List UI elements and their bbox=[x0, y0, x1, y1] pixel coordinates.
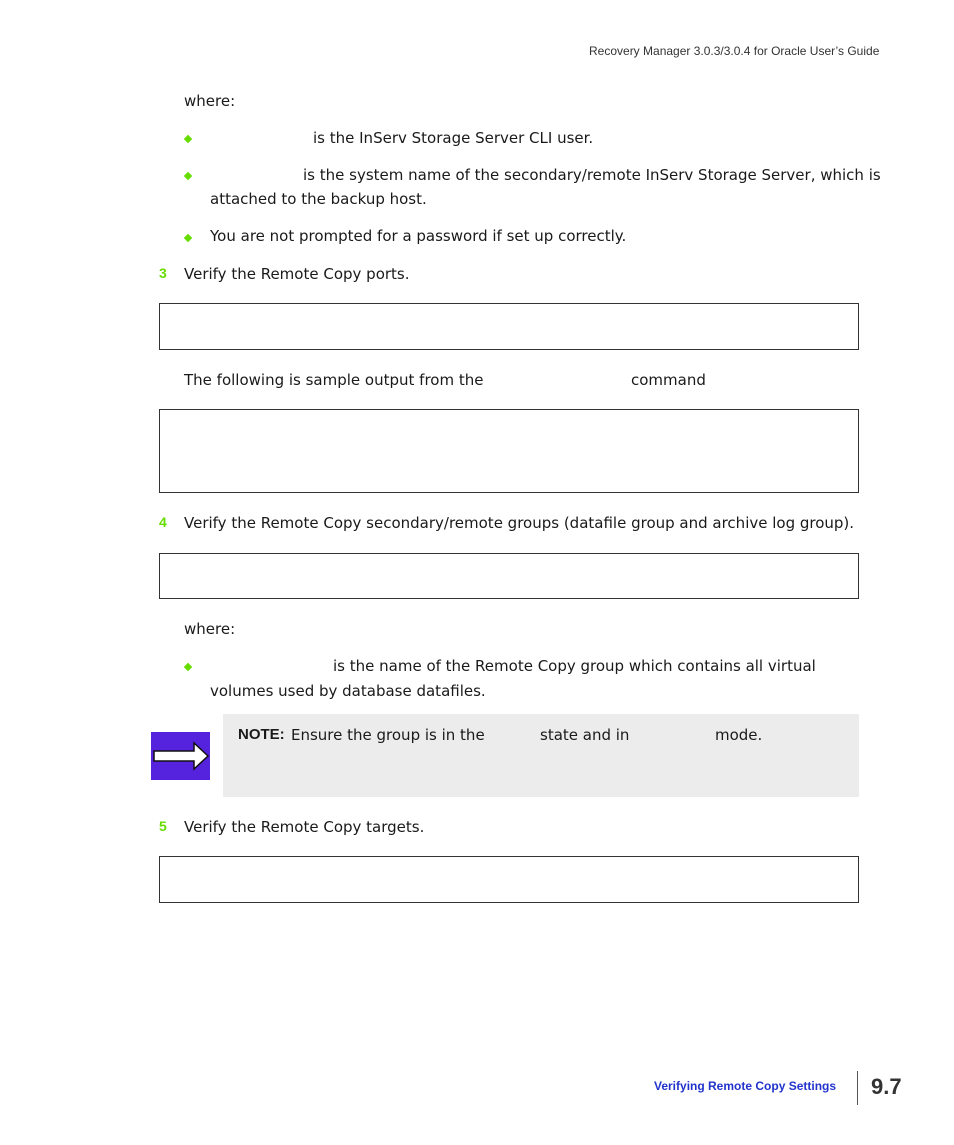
bullet-text-cli-user: is the InServ Storage Server CLI user. bbox=[313, 129, 594, 147]
diamond-bullet-icon bbox=[184, 172, 192, 180]
where-label: where: bbox=[184, 92, 236, 110]
diamond-bullet-icon bbox=[184, 234, 192, 242]
diamond-bullet-icon bbox=[184, 663, 192, 671]
sample-output-command-word: command bbox=[631, 371, 706, 389]
step-text-5: Verify the Remote Copy targets. bbox=[184, 818, 425, 836]
note-text-part3: mode. bbox=[715, 726, 763, 744]
bullet-text-system-name-cont: attached to the backup host. bbox=[210, 190, 427, 208]
note-text-part2: state and in bbox=[540, 726, 630, 744]
command-box-targets bbox=[159, 856, 859, 903]
right-arrow-icon bbox=[151, 732, 210, 780]
step-number-5: 5 bbox=[159, 818, 167, 834]
note-text-part1: Ensure the group is in the bbox=[291, 726, 485, 744]
where-label-2: where: bbox=[184, 620, 236, 638]
note-callout-icon bbox=[151, 732, 210, 780]
command-box-ports bbox=[159, 303, 859, 350]
bullet-text-system-name: is the system name of the secondary/remote InServ Storage Server, which is bbox=[303, 166, 881, 184]
bullet-text-password: You are not prompted for a password if set up correctly. bbox=[210, 227, 627, 245]
sample-output-intro: The following is sample output from the bbox=[184, 371, 484, 389]
bullet-text-group-name-cont: volumes used by database datafiles. bbox=[210, 682, 486, 700]
step-number-3: 3 bbox=[159, 265, 167, 281]
page-number: 9.7 bbox=[871, 1074, 902, 1099]
note-label: NOTE: bbox=[238, 726, 285, 743]
diamond-bullet-icon bbox=[184, 135, 192, 143]
running-header: Recovery Manager 3.0.3/3.0.4 for Oracle User’s Guide bbox=[589, 44, 880, 58]
footer-divider bbox=[857, 1071, 858, 1105]
command-box-groups bbox=[159, 553, 859, 599]
footer-section-title: Verifying Remote Copy Settings bbox=[654, 1079, 837, 1093]
sample-output-box bbox=[159, 409, 859, 493]
step-text-3: Verify the Remote Copy ports. bbox=[184, 265, 410, 283]
step-text-4: Verify the Remote Copy secondary/remote groups (datafile group and archive log group). bbox=[184, 514, 855, 532]
step-number-4: 4 bbox=[159, 514, 167, 530]
bullet-text-group-name: is the name of the Remote Copy group which contains all virtual bbox=[333, 657, 816, 675]
